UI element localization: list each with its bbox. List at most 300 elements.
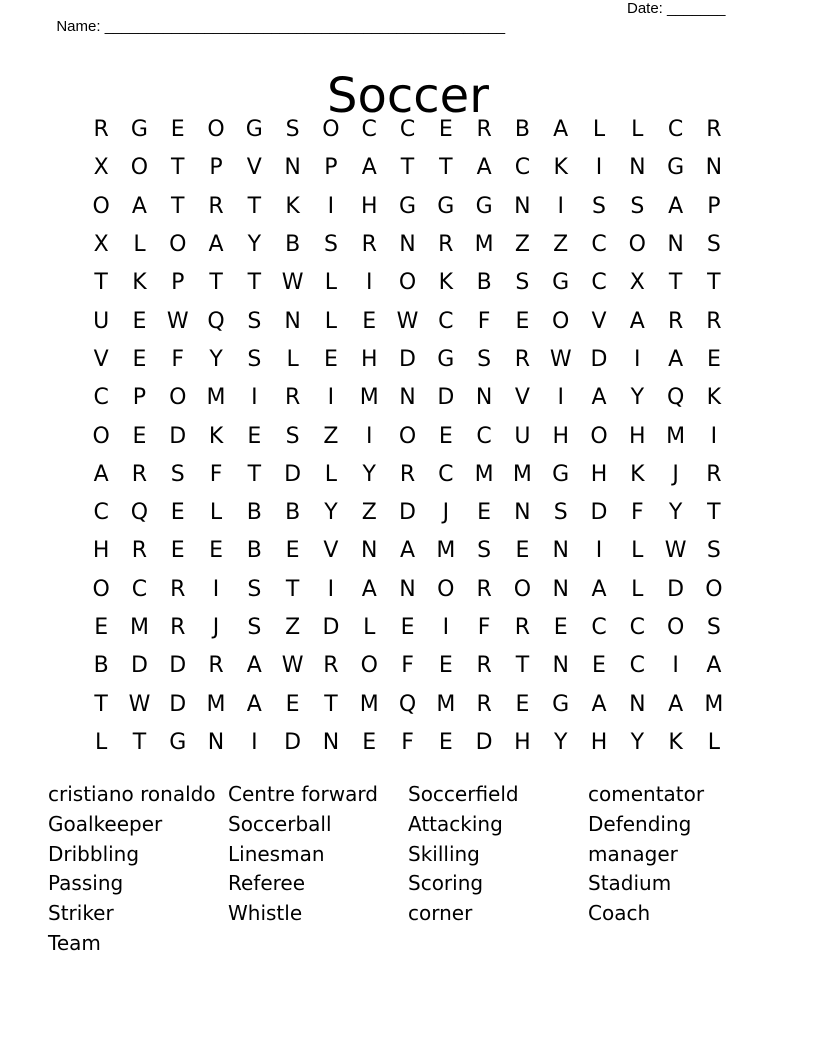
grid-letter: K xyxy=(132,270,147,296)
grid-letter: V xyxy=(514,385,530,411)
letter-grid xyxy=(82,111,733,762)
word-list-item: Linesman xyxy=(228,841,325,866)
grid-letter: W xyxy=(128,691,151,717)
word-list-item: comentator xyxy=(588,782,705,806)
grid-letter: S xyxy=(592,193,606,219)
grid-letter: N xyxy=(552,653,569,679)
grid-letter: E xyxy=(132,423,147,449)
grid-letter: O xyxy=(552,308,570,334)
grid-letter: M xyxy=(474,232,494,258)
grid-letter: R xyxy=(706,461,722,487)
grid-letter: D xyxy=(399,500,416,526)
grid-letter: M xyxy=(206,385,226,411)
grid-letter: D xyxy=(590,500,608,526)
grid-letter: S xyxy=(515,270,530,296)
grid-letter: Z xyxy=(514,232,530,258)
grid-letter: O xyxy=(398,423,417,449)
grid-letter: N xyxy=(399,385,416,411)
grid-letter: Y xyxy=(630,385,645,411)
grid-letter: C xyxy=(131,576,148,602)
word-list-item: Soccerfield xyxy=(408,782,519,806)
word-list-item: Centre forward xyxy=(228,782,378,806)
grid-letter: D xyxy=(437,385,455,411)
grid-letter: N xyxy=(284,155,301,181)
grid-letter: A xyxy=(668,346,684,372)
grid-letter: A xyxy=(591,385,607,411)
grid-letter: A xyxy=(668,691,684,717)
grid-letter: K xyxy=(438,270,454,296)
word-list xyxy=(48,781,768,960)
grid-letter: T xyxy=(400,155,415,181)
grid-letter: O xyxy=(705,576,723,602)
grid-letter: U xyxy=(514,423,531,449)
grid-letter: R xyxy=(476,117,492,143)
grid-letter: A xyxy=(591,576,607,602)
grid-letter: S xyxy=(630,193,645,219)
grid-letter: L xyxy=(707,729,721,755)
grid-letter: F xyxy=(209,461,223,487)
grid-letter: H xyxy=(360,346,378,372)
grid-letter: G xyxy=(437,346,455,372)
grid-letter: R xyxy=(170,615,186,640)
grid-letter: T xyxy=(247,193,262,219)
grid-letter: G xyxy=(437,193,455,219)
grid-letter: G xyxy=(398,193,417,219)
word-list-item: Soccerball xyxy=(228,811,332,836)
grid-letter: N xyxy=(475,385,493,411)
grid-letter: K xyxy=(553,155,568,181)
grid-letter: E xyxy=(170,538,185,564)
grid-letter: S xyxy=(170,461,185,487)
grid-letter: C xyxy=(591,232,607,258)
grid-letter: F xyxy=(401,653,414,679)
grid-letter: D xyxy=(169,653,187,679)
grid-letter: S xyxy=(477,538,492,564)
grid-letter: W xyxy=(396,308,419,334)
grid-letter: E xyxy=(285,538,300,564)
word-list-item: Defending xyxy=(588,811,692,836)
grid-letter: R xyxy=(170,576,186,602)
grid-letter: S xyxy=(706,538,721,564)
grid-letter: E xyxy=(170,117,185,143)
grid-letter: R xyxy=(131,538,148,564)
grid-letter: H xyxy=(552,423,569,449)
grid-letter: U xyxy=(93,308,110,334)
grid-letter: O xyxy=(437,576,455,602)
grid-letter: K xyxy=(285,193,300,219)
grid-letter: N xyxy=(629,155,646,181)
grid-letter: E xyxy=(132,346,147,372)
grid-letter: A xyxy=(706,653,722,679)
grid-letter: M xyxy=(129,615,149,640)
grid-letter: E xyxy=(706,346,721,372)
grid-letter: L xyxy=(209,500,223,526)
grid-letter: R xyxy=(706,117,722,143)
grid-letter: C xyxy=(399,117,416,143)
grid-letter: E xyxy=(209,538,223,564)
grid-letter: C xyxy=(591,270,607,296)
grid-letter: D xyxy=(169,691,187,717)
grid-letter: B xyxy=(476,270,492,296)
grid-letter: A xyxy=(629,308,645,334)
grid-letter: G xyxy=(552,461,570,487)
grid-letter: H xyxy=(590,729,608,755)
grid-letter: A xyxy=(246,691,262,717)
grid-letter: C xyxy=(629,615,645,640)
grid-letter: W xyxy=(549,346,572,372)
grid-letter: I xyxy=(442,615,450,640)
grid-letter: O xyxy=(130,155,149,181)
grid-letter: A xyxy=(668,193,684,219)
grid-letter: X xyxy=(93,155,109,181)
grid-letter: T xyxy=(132,729,147,755)
grid-letter: S xyxy=(247,576,262,602)
grid-letter: P xyxy=(707,193,721,219)
grid-letter: O xyxy=(322,117,340,143)
grid-letter: T xyxy=(247,270,262,296)
grid-letter: L xyxy=(286,346,299,372)
grid-letter: T xyxy=(94,270,108,296)
grid-letter: I xyxy=(212,576,220,602)
word-list-item: Whistle xyxy=(228,901,303,926)
grid-letter: I xyxy=(365,423,373,449)
grid-letter: Z xyxy=(361,500,377,526)
grid-letter: T xyxy=(515,653,530,679)
grid-letter: R xyxy=(131,461,148,487)
grid-letter: L xyxy=(133,232,146,258)
word-list-item: corner xyxy=(408,901,473,926)
word-list-item: Skilling xyxy=(408,841,480,866)
grid-letter: R xyxy=(208,653,224,679)
grid-letter: T xyxy=(668,270,683,296)
word-list-item: Attacking xyxy=(408,811,503,836)
grid-letter: C xyxy=(93,385,109,411)
grid-letter: G xyxy=(667,155,685,181)
grid-letter: Q xyxy=(207,308,225,334)
word-list-item: Striker xyxy=(48,901,114,926)
grid-letter: V xyxy=(591,308,607,334)
grid-letter: M xyxy=(436,691,456,717)
grid-letter: E xyxy=(592,653,606,679)
grid-letter: B xyxy=(285,500,301,526)
grid-letter: V xyxy=(246,155,262,181)
grid-letter: X xyxy=(629,270,645,296)
grid-letter: I xyxy=(672,653,679,679)
grid-letter: D xyxy=(169,423,187,449)
grid-letter: M xyxy=(512,461,532,487)
grid-letter: S xyxy=(477,346,492,372)
grid-letter: A xyxy=(93,461,109,487)
grid-letter: A xyxy=(361,155,377,181)
grid-letter: N xyxy=(399,232,416,258)
grid-letter: I xyxy=(557,193,564,219)
word-list-item: Team xyxy=(48,930,101,955)
grid-letter: M xyxy=(474,461,494,487)
grid-letter: R xyxy=(399,461,416,487)
grid-letter: T xyxy=(209,270,223,296)
grid-letter: H xyxy=(590,461,608,487)
grid-letter: F xyxy=(630,500,644,526)
grid-letter: M xyxy=(359,691,379,717)
grid-letter: Y xyxy=(247,232,262,258)
grid-letter: A xyxy=(476,155,492,181)
grid-letter: H xyxy=(514,729,531,755)
grid-letter: E xyxy=(247,423,262,449)
grid-letter: G xyxy=(169,729,187,755)
grid-letter: E xyxy=(553,615,568,640)
word-list-item: cristiano ronaldo xyxy=(48,782,216,806)
grid-letter: N xyxy=(207,729,225,755)
grid-letter: I xyxy=(595,155,603,181)
grid-letter: E xyxy=(477,500,492,526)
grid-letter: S xyxy=(285,117,300,143)
grid-letter: E xyxy=(362,308,377,334)
grid-letter: S xyxy=(706,615,721,640)
grid-letter: T xyxy=(247,461,262,487)
grid-letter: O xyxy=(92,576,110,602)
grid-letter: D xyxy=(130,653,148,679)
grid-letter: C xyxy=(476,423,492,449)
grid-letter: T xyxy=(707,500,721,526)
grid-letter: D xyxy=(284,461,302,487)
grid-letter: A xyxy=(208,232,224,258)
grid-letter: I xyxy=(327,385,335,411)
grid-letter: N xyxy=(552,576,569,602)
grid-letter: Y xyxy=(668,500,683,526)
word-list-item: manager xyxy=(588,841,678,866)
grid-letter: F xyxy=(401,729,414,755)
grid-letter: F xyxy=(477,615,491,640)
grid-letter: K xyxy=(630,461,645,487)
grid-letter: E xyxy=(400,615,415,640)
grid-letter: R xyxy=(476,576,492,602)
grid-letter: R xyxy=(93,117,109,143)
grid-letter: L xyxy=(631,117,644,143)
grid-letter: D xyxy=(399,346,416,372)
grid-letter: G xyxy=(552,270,570,296)
grid-letter: O xyxy=(666,615,685,640)
grid-letter: I xyxy=(327,193,335,219)
grid-letter: O xyxy=(92,193,110,219)
grid-letter: O xyxy=(628,232,646,258)
grid-letter: C xyxy=(438,308,454,334)
grid-letter: I xyxy=(557,385,564,411)
grid-letter: O xyxy=(398,270,417,296)
grid-letter: B xyxy=(246,500,262,526)
date-field-label: Date: _______ xyxy=(627,0,726,17)
grid-letter: G xyxy=(475,193,493,219)
grid-letter: R xyxy=(514,346,531,372)
grid-letter: J xyxy=(672,461,679,487)
grid-letter: C xyxy=(514,155,531,181)
grid-letter: H xyxy=(360,193,378,219)
grid-letter: N xyxy=(705,155,723,181)
grid-letter: N xyxy=(514,193,531,219)
grid-letter: T xyxy=(324,691,338,717)
grid-letter: C xyxy=(438,461,454,487)
grid-letter: A xyxy=(246,653,262,679)
grid-letter: E xyxy=(438,423,453,449)
grid-letter: C xyxy=(629,653,645,679)
grid-letter: I xyxy=(251,385,258,411)
grid-letter: L xyxy=(95,729,108,755)
grid-letter: P xyxy=(171,270,185,296)
grid-letter: O xyxy=(590,423,608,449)
grid-letter: R xyxy=(284,385,301,411)
grid-letter: R xyxy=(706,308,722,334)
grid-letter: E xyxy=(515,308,530,334)
grid-letter: C xyxy=(667,117,684,143)
grid-letter: C xyxy=(591,615,607,640)
grid-letter: E xyxy=(94,615,109,640)
grid-letter: Y xyxy=(324,500,338,526)
grid-letter: Q xyxy=(666,385,685,411)
grid-letter: R xyxy=(208,193,224,219)
grid-letter: B xyxy=(285,232,301,258)
grid-letter: Z xyxy=(553,232,569,258)
grid-letter: R xyxy=(667,308,684,334)
grid-letter: N xyxy=(284,308,301,334)
grid-letter: L xyxy=(324,308,338,334)
grid-letter: Z xyxy=(323,423,339,449)
grid-letter: T xyxy=(439,155,453,181)
grid-letter: B xyxy=(246,538,262,564)
grid-letter: I xyxy=(634,346,641,372)
grid-letter: J xyxy=(212,615,220,640)
grid-letter: S xyxy=(323,232,338,258)
grid-letter: S xyxy=(247,308,262,334)
grid-letter: E xyxy=(515,538,530,564)
grid-letter: F xyxy=(477,308,491,334)
grid-letter: Y xyxy=(209,346,223,372)
word-list-item: Referee xyxy=(228,871,306,896)
worksheet-header xyxy=(48,0,748,35)
grid-letter: O xyxy=(513,576,532,602)
grid-letter: R xyxy=(323,653,339,679)
grid-letter: O xyxy=(360,653,378,679)
grid-letter: L xyxy=(324,461,338,487)
grid-letter: S xyxy=(553,500,568,526)
grid-letter: S xyxy=(285,423,300,449)
grid-letter: T xyxy=(285,576,300,602)
grid-letter: E xyxy=(438,117,453,143)
grid-letter: I xyxy=(595,538,603,564)
grid-letter: Y xyxy=(630,729,645,755)
grid-letter: D xyxy=(667,576,685,602)
grid-letter: L xyxy=(631,576,644,602)
grid-letter: I xyxy=(251,729,258,755)
grid-letter: W xyxy=(281,653,304,679)
grid-letter: G xyxy=(552,691,570,717)
grid-letter: B xyxy=(93,653,109,679)
grid-letter: K xyxy=(706,385,722,411)
grid-letter: B xyxy=(514,117,530,143)
grid-letter: E xyxy=(285,691,300,717)
word-list-item: Scoring xyxy=(408,871,484,896)
grid-letter: J xyxy=(442,500,450,526)
grid-letter: N xyxy=(322,729,340,755)
grid-letter: I xyxy=(710,423,718,449)
grid-letter: C xyxy=(93,500,109,526)
grid-letter: E xyxy=(438,653,453,679)
grid-letter: T xyxy=(707,270,721,296)
grid-letter: A xyxy=(591,691,607,717)
word-list-item: Coach xyxy=(588,901,651,926)
grid-letter: E xyxy=(323,346,338,372)
grid-letter: A xyxy=(131,193,147,219)
grid-letter: D xyxy=(475,729,493,755)
grid-letter: M xyxy=(704,691,724,717)
grid-letter: P xyxy=(324,155,338,181)
grid-letter: L xyxy=(631,538,644,564)
grid-letter: I xyxy=(327,576,335,602)
grid-letter: I xyxy=(365,270,373,296)
grid-letter: E xyxy=(132,308,147,334)
grid-letter: Y xyxy=(362,461,376,487)
grid-letter: R xyxy=(476,691,492,717)
grid-letter: V xyxy=(93,346,109,372)
grid-letter: S xyxy=(247,615,262,640)
grid-letter: G xyxy=(130,117,148,143)
grid-letter: K xyxy=(208,423,224,449)
grid-letter: R xyxy=(476,653,492,679)
grid-letter: E xyxy=(362,729,377,755)
grid-letter: E xyxy=(170,500,185,526)
grid-letter: R xyxy=(438,232,454,258)
grid-letter: L xyxy=(324,270,338,296)
grid-letter: W xyxy=(664,538,687,564)
name-field-label: Name: ________________________________________________ xyxy=(56,18,506,35)
grid-letter: P xyxy=(209,155,223,181)
grid-letter: N xyxy=(360,538,378,564)
grid-letter: M xyxy=(206,691,226,717)
grid-letter: N xyxy=(552,538,569,564)
grid-letter: N xyxy=(629,691,646,717)
grid-letter: X xyxy=(93,232,109,258)
grid-letter: L xyxy=(592,117,606,143)
grid-letter: D xyxy=(590,346,608,372)
word-list-item: Dribbling xyxy=(48,841,140,866)
grid-letter: N xyxy=(667,232,684,258)
grid-letter: Q xyxy=(130,500,149,526)
grid-letter: O xyxy=(169,232,187,258)
grid-letter: A xyxy=(361,576,377,602)
grid-letter: K xyxy=(668,729,683,755)
grid-letter: A xyxy=(553,117,569,143)
grid-letter: S xyxy=(706,232,721,258)
grid-letter: L xyxy=(363,615,376,640)
grid-letter: Y xyxy=(553,729,568,755)
grid-letter: O xyxy=(169,385,187,411)
grid-letter: E xyxy=(515,691,530,717)
grid-letter: R xyxy=(514,615,531,640)
word-list-item: Passing xyxy=(48,871,124,896)
grid-letter: M xyxy=(359,385,379,411)
grid-letter: Q xyxy=(398,691,417,717)
grid-letter: Z xyxy=(285,615,301,640)
word-list-item: Goalkeeper xyxy=(48,811,163,836)
grid-letter: W xyxy=(281,270,304,296)
grid-letter: M xyxy=(666,423,686,449)
grid-letter: S xyxy=(247,346,262,372)
grid-letter: V xyxy=(323,538,339,564)
grid-letter: P xyxy=(132,385,147,411)
grid-letter: C xyxy=(361,117,377,143)
grid-letter: M xyxy=(436,538,456,564)
grid-letter: D xyxy=(284,729,302,755)
grid-letter: H xyxy=(92,538,110,564)
grid-letter: N xyxy=(514,500,531,526)
